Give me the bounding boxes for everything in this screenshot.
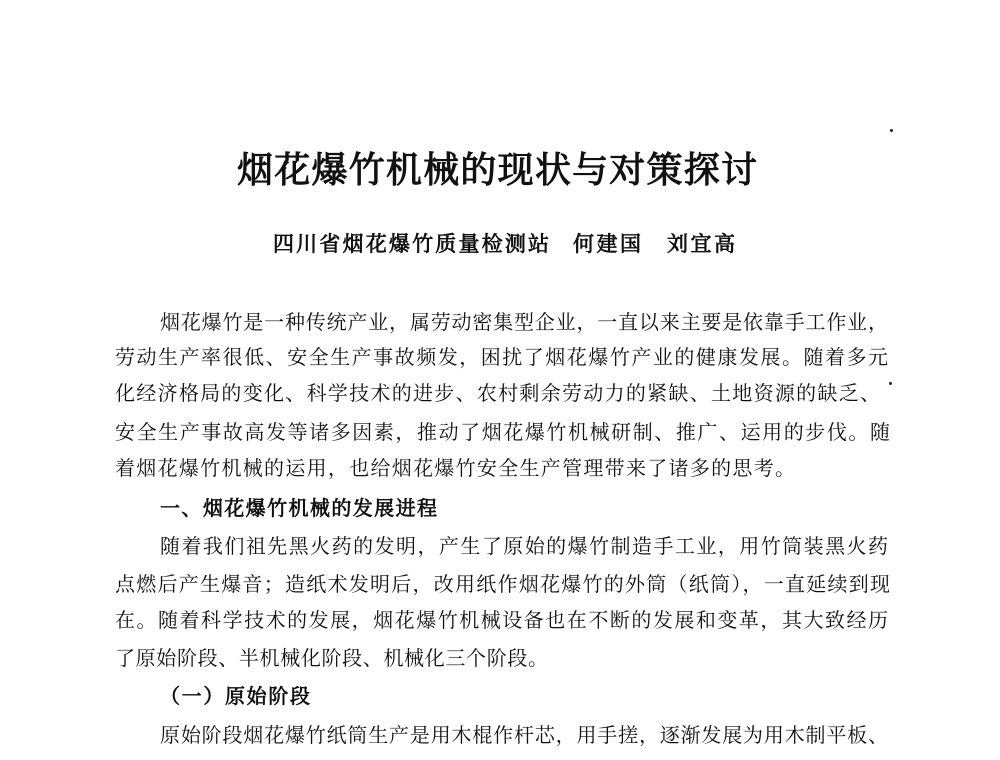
scan-speck xyxy=(889,382,892,385)
paragraph-line: 原始阶段烟花爆竹纸筒生产是用木棍作杆芯，用手搓，逐渐发展为用木制平板、 xyxy=(160,723,888,747)
paragraph-line: 烟花爆竹是一种传统产业，属劳动密集型企业，一直以来主要是依靠手工作业， xyxy=(160,310,888,334)
paragraph-line: 着烟花爆竹机械的运用，也给烟花爆竹安全生产管理带来了诸多的思考。 xyxy=(115,456,795,480)
author-name: 何建国 xyxy=(573,231,641,256)
paragraph-line: 了原始阶段、半机械化阶段、机械化三个阶段。 xyxy=(115,646,548,670)
paragraph-line: 劳动生产率很低、安全生产事故频发，困扰了烟花爆竹产业的健康发展。随着多元 xyxy=(115,345,888,369)
paragraph-line: 化经济格局的变化、科学技术的进步、农村剩余劳动力的紧缺、土地资源的缺乏、 xyxy=(115,381,880,405)
author-name: 刘宜高 xyxy=(667,231,735,256)
subsection-heading: （一）原始阶段 xyxy=(160,684,310,708)
scan-speck xyxy=(890,129,893,132)
article-title: 烟花爆竹机械的现状与对策探讨 xyxy=(237,149,757,191)
paragraph-line: 安全生产事故高发等诸多因素，推动了烟花爆竹机械研制、推广、运用的步伐。随 xyxy=(115,420,890,444)
author-affiliation: 四川省烟花爆竹质量检测站 xyxy=(273,231,549,256)
paragraph-line: 在。随着科学技术的发展，烟花爆竹机械设备也在不断的发展和变革，其大致经历 xyxy=(115,608,888,632)
section-heading: 一、烟花爆竹机械的发展进程 xyxy=(160,496,437,520)
paragraph-line: 点燃后产生爆音；造纸术发明后，改用纸作烟花爆竹的外筒（纸筒），一直延续到现 xyxy=(115,572,890,596)
paragraph-line: 随着我们祖先黑火药的发明，产生了原始的爆竹制造手工业，用竹筒装黑火药 xyxy=(160,534,888,558)
